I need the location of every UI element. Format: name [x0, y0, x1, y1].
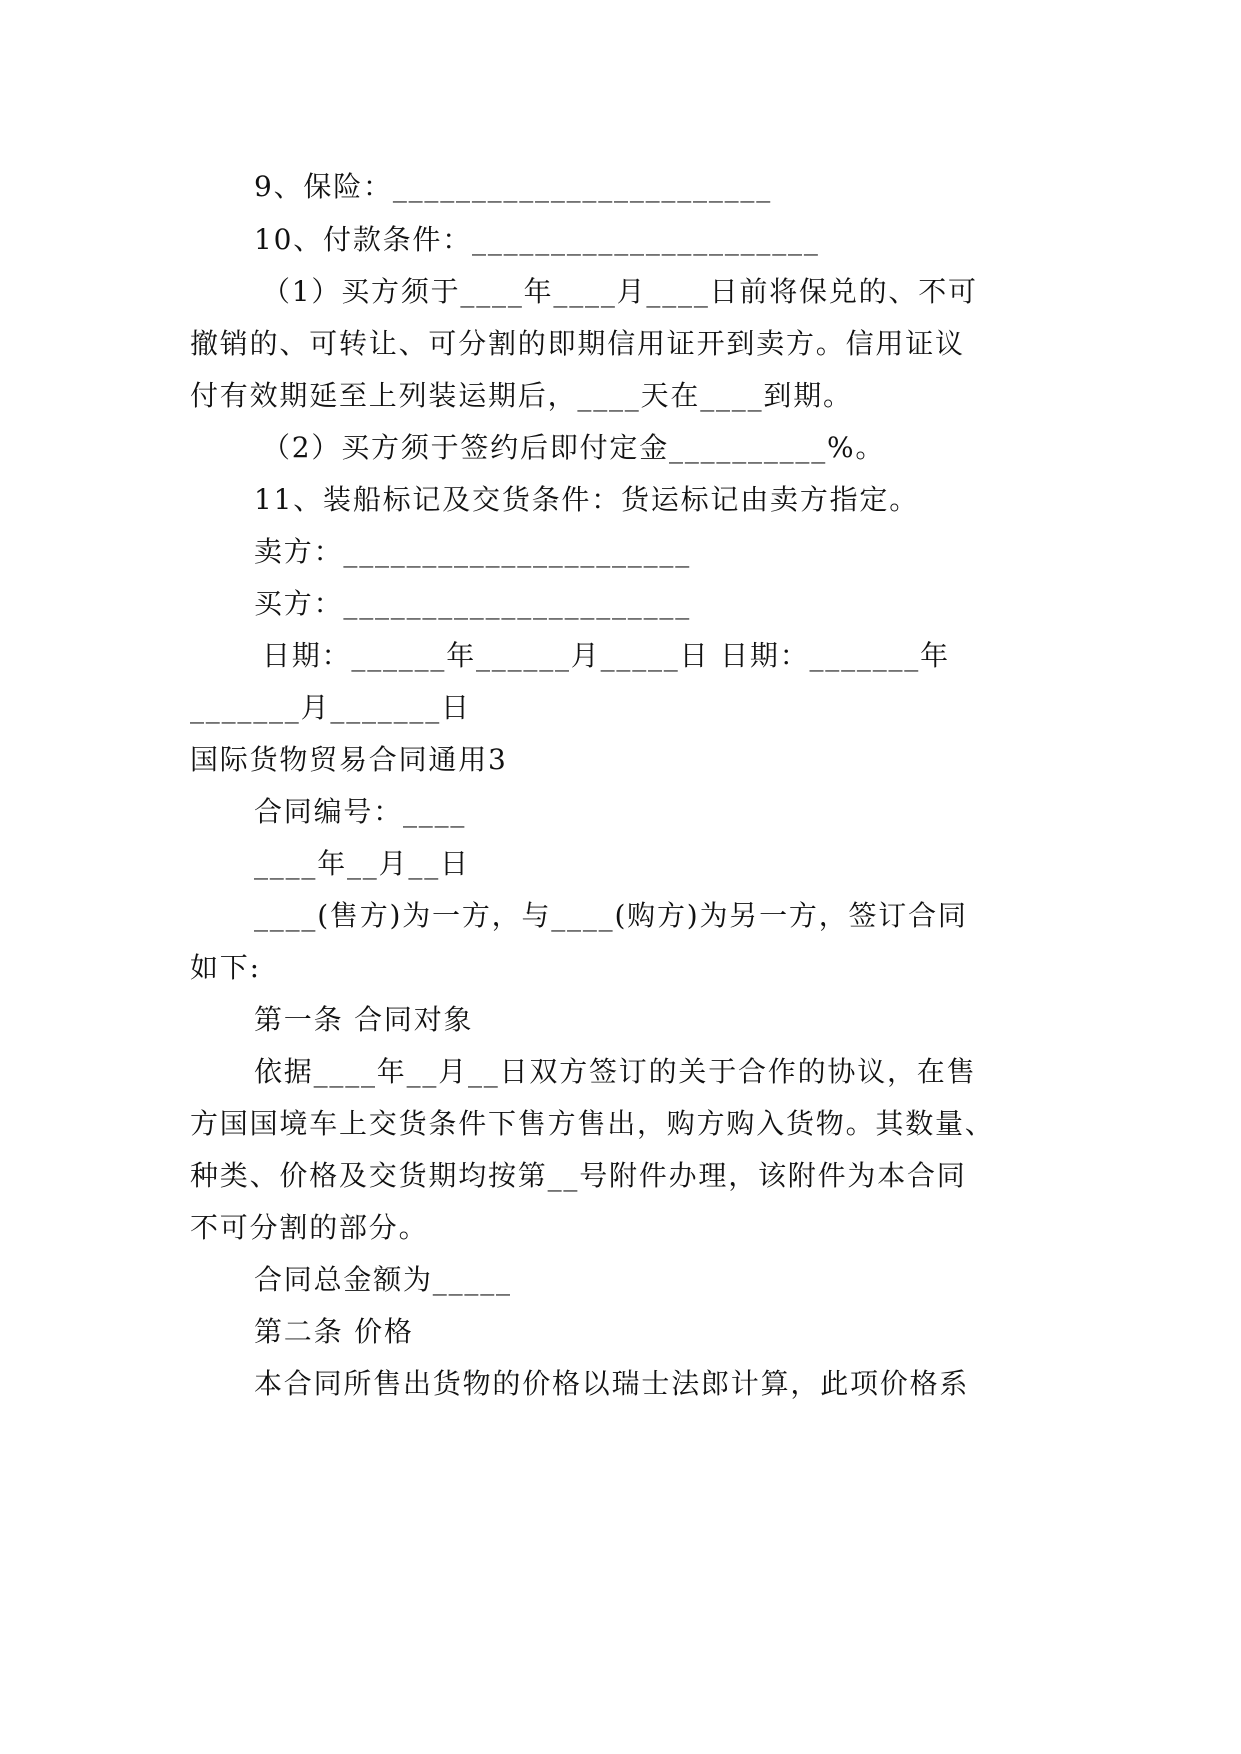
contract-total-amount-line: 合同总金额为_____: [254, 1263, 512, 1296]
parties-continued: 如下:: [190, 951, 261, 984]
letter-of-credit-expiry: 付有效期延至上列装运期后，____天在____到期。: [190, 379, 853, 412]
article-one-heading: 第一条 合同对象: [254, 1003, 474, 1036]
article-one-text-continued: 方国国境车上交货条件下售方售出，购方购入货物。其数量、: [190, 1107, 995, 1140]
article-one-text: 依据____年__月__日双方签订的关于合作的协议，在售: [254, 1055, 977, 1088]
parties-line: ____(售方)为一方，与____(购方)为另一方，签订合同: [254, 899, 968, 932]
signature-dates-continued: _______月_______日: [190, 691, 471, 724]
buyer-signature-line: 买方：______________________: [254, 587, 692, 620]
signature-dates-line: 日期：______年______月_____日 日期：_______年: [262, 639, 950, 672]
deposit-clause: （2）买方须于签约后即付定金__________%。: [262, 431, 886, 464]
article-two-heading: 第二条 价格: [254, 1315, 414, 1348]
seller-signature-line: 卖方：______________________: [254, 535, 692, 568]
shipping-mark-clause: 11、装船标记及交货条件：货运标记由卖方指定。: [254, 483, 920, 516]
letter-of-credit-clause: （1）买方须于____年____月____日前将保兑的、不可: [262, 275, 978, 308]
article-two-text: 本合同所售出货物的价格以瑞士法郎计算，此项价格系: [254, 1367, 970, 1400]
article-one-text-continued: 种类、价格及交货期均按第__号附件办理，该附件为本合同: [190, 1159, 967, 1192]
section-title: 国际货物贸易合同通用3: [190, 743, 508, 776]
contract-date-line: ____年__月__日: [254, 847, 470, 880]
payment-terms-clause: 10、付款条件：______________________: [254, 223, 820, 256]
letter-of-credit-continued: 撤销的、可转让、可分割的即期信用证开到卖方。信用证议: [190, 327, 965, 360]
contract-number-line: 合同编号：____: [254, 795, 467, 828]
article-one-text-continued: 不可分割的部分。: [190, 1211, 429, 1244]
insurance-clause: 9、保险：________________________: [254, 170, 773, 203]
